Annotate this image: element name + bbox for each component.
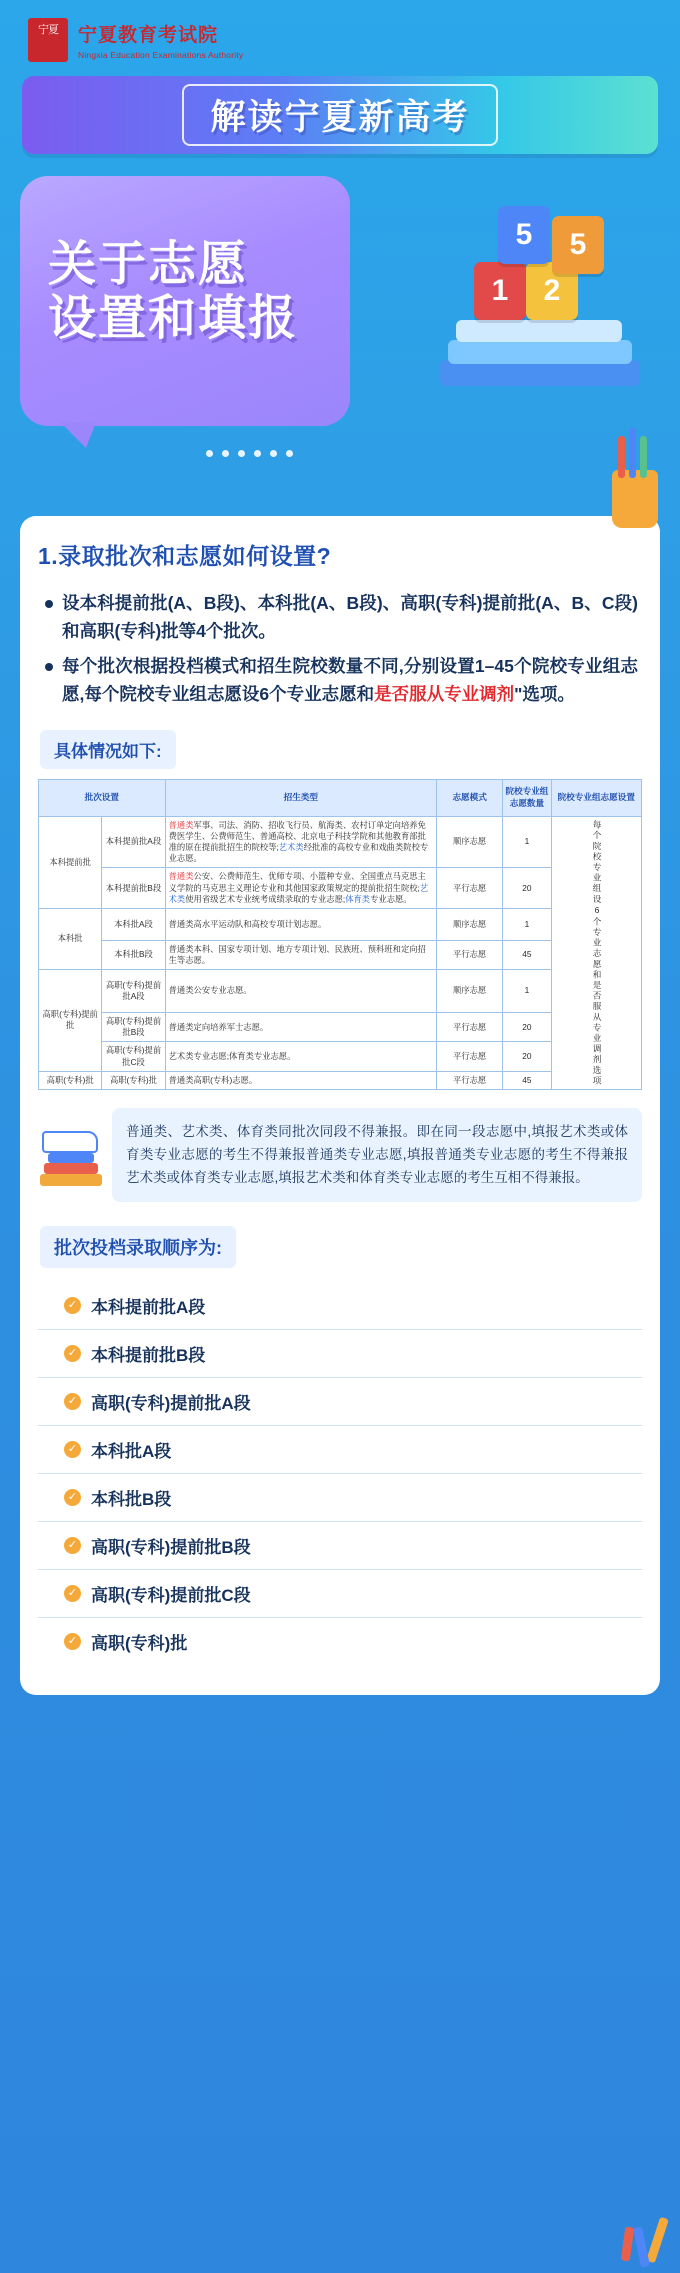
cell-type: 普通类军事、司法、消防、招收飞行员、航海类、农村订单定向培养免费医学生、公费师范生、普通高校、北京电子科技学院和其他教育部批准的原在提前批招生的院校等;艺术类经批准的高校专业和戏曲类院校专业志愿。 (165, 816, 436, 868)
th-mode: 志愿模式 (436, 780, 502, 816)
cell-count: 1 (503, 908, 551, 940)
book-middle-icon (448, 340, 632, 364)
check-icon: ✓ (64, 1585, 81, 1602)
order-item-label: 本科提前批B段 (91, 1345, 206, 1365)
cell-type: 普通类本科、国家专项计划、地方专项计划、民族班、预科班和定向招生等志愿。 (165, 940, 436, 969)
cell-type: 普通类公安、公费师范生、优师专项、小篮种专业、全国重点马克思主义学院的马克思主义理论专业和其他国家政策规定的提前批招生院校;艺术类使用省级艺术专业统考成绩录取的专业志愿;体育类专业志愿。 (165, 868, 436, 909)
cell-segment: 本科提前批A段 (102, 816, 165, 868)
hero-section (20, 168, 660, 498)
check-icon: ✓ (64, 1297, 81, 1314)
bullet-item-2-text: 每个批次根据投档模式和招生院校数量不同,分别设置1–45个院校专业组志愿,每个院校专业组志愿设6个专业志愿和 (62, 655, 638, 705)
order-item-label: 本科批A段 (91, 1441, 172, 1461)
order-list (38, 1282, 642, 1665)
banner-title: 解读宁夏新高考 (210, 98, 470, 137)
cell-type: 普通类高水平运动队和高校专项计划志愿。 (165, 908, 436, 940)
check-icon: ✓ (64, 1489, 81, 1506)
cell-count: 1 (503, 816, 551, 868)
order-list-item (38, 1618, 642, 1665)
order-list-item (38, 1570, 642, 1618)
note-books-icon (38, 1124, 104, 1186)
table-caption: 具体情况如下: (40, 730, 176, 769)
th-batch: 批次设置 (39, 780, 166, 816)
books-illustration (434, 202, 654, 392)
hero-title-line1: 关于志愿 (48, 238, 249, 291)
decorative-dots (206, 450, 293, 457)
th-group-setting: 院校专业组志愿设置 (551, 780, 641, 816)
order-list-item (38, 1378, 642, 1426)
cell-segment: 高职(专科)提前批C段 (102, 1042, 165, 1071)
pencil-decoration-icon (616, 2215, 670, 2269)
order-list-item (38, 1474, 642, 1522)
order-list-item (38, 1426, 642, 1474)
cell-batch: 本科批 (39, 908, 102, 969)
cell-batch: 高职(专科)批 (39, 1071, 102, 1089)
cell-mode: 顺序志愿 (436, 908, 502, 940)
order-list-item (38, 1522, 642, 1570)
cell-batch: 本科提前批 (39, 816, 102, 908)
content-card (20, 516, 660, 1695)
cell-count: 45 (503, 940, 551, 969)
batch-plan-table (38, 779, 642, 1090)
cell-segment: 高职(专科)提前批B段 (102, 1013, 165, 1042)
check-icon: ✓ (64, 1633, 81, 1650)
cell-segment: 高职(专科)批 (102, 1071, 165, 1089)
cell-mode: 顺序志愿 (436, 816, 502, 868)
th-count: 院校专业组志愿数量 (503, 780, 551, 816)
order-item-label: 高职(专科)提前批B段 (91, 1537, 251, 1557)
org-logo-icon: 宁夏 (28, 18, 68, 62)
cell-segment: 高职(专科)提前批A段 (102, 970, 165, 1013)
cell-mode: 平行志愿 (436, 940, 502, 969)
check-icon: ✓ (64, 1441, 81, 1458)
section-title: 1.录取批次和志愿如何设置? (38, 543, 332, 569)
order-item-label: 本科批B段 (91, 1489, 172, 1509)
note-block (38, 1108, 642, 1204)
check-icon: ✓ (64, 1393, 81, 1410)
block-cube-3: 5 (498, 206, 550, 264)
cell-segment: 本科批A段 (102, 908, 165, 940)
bullet-item-2-tail: "选项。 (514, 684, 575, 705)
table-row (39, 816, 642, 868)
check-icon: ✓ (64, 1345, 81, 1362)
check-icon: ✓ (64, 1537, 81, 1554)
block-cube-2: 2 (526, 262, 578, 320)
banner-frame (182, 84, 497, 146)
cell-count: 20 (503, 1042, 551, 1071)
order-item-label: 高职(专科)批 (91, 1633, 188, 1653)
pencil-cup-icon (612, 470, 658, 528)
cell-segment: 本科批B段 (102, 940, 165, 969)
order-list-item (38, 1330, 642, 1378)
cell-type: 艺术类专业志愿;体育类专业志愿。 (165, 1042, 436, 1071)
cell-count: 20 (503, 1013, 551, 1042)
note-text: 普通类、艺术类、体育类同批次同段不得兼报。即在同一段志愿中,填报艺术类或体育类专业志愿的考生不得兼报普通类专业志愿,填报普通类专业志愿的考生不得兼报艺术类或体育类专业志愿,填报艺术类和体育类专业志愿的考生互相不得兼报。 (112, 1108, 642, 1202)
bullet-item-2-highlight: 是否服从专业调剂 (374, 684, 515, 705)
cell-group-setting: 每个院校专业组设6个专业志愿和是否服从专业调剂选项 (551, 816, 641, 1089)
book-top-icon (456, 320, 622, 342)
order-item-label: 高职(专科)提前批A段 (91, 1393, 251, 1413)
cell-type: 普通类定向培养军士志愿。 (165, 1013, 436, 1042)
cell-mode: 平行志愿 (436, 868, 502, 909)
cell-type: 普通类公安专业志愿。 (165, 970, 436, 1013)
cell-count: 20 (503, 868, 551, 909)
cell-segment: 本科提前批B段 (102, 868, 165, 909)
table-header-row (39, 780, 642, 816)
order-item-label: 高职(专科)提前批C段 (91, 1585, 251, 1605)
banner (22, 76, 658, 154)
cell-mode: 顺序志愿 (436, 970, 502, 1013)
cell-type: 普通类高职(专科)志愿。 (165, 1071, 436, 1089)
cell-mode: 平行志愿 (436, 1042, 502, 1071)
org-name-en: Ningxia Education Examinations Authority (78, 50, 244, 60)
cell-batch: 高职(专科)提前批 (39, 970, 102, 1072)
cell-count: 45 (503, 1071, 551, 1089)
order-list-item (38, 1282, 642, 1330)
th-type: 招生类型 (165, 780, 436, 816)
order-title: 批次投档录取顺序为: (40, 1226, 236, 1268)
bullet-item-1: 设本科提前批(A、B段)、本科批(A、B段)、高职(专科)提前批(A、B、C段)和高职(专科)批等4个批次。 (42, 589, 638, 646)
table-body (39, 816, 642, 1089)
block-cube-1: 1 (474, 262, 526, 320)
hero-title (48, 238, 298, 346)
cell-mode: 平行志愿 (436, 1071, 502, 1089)
cell-mode: 平行志愿 (436, 1013, 502, 1042)
block-cube-4: 5 (552, 216, 604, 274)
organization-header (0, 0, 680, 70)
order-item-label: 本科提前批A段 (91, 1297, 206, 1317)
bullet-list (38, 589, 642, 708)
hero-title-line2: 设置和填报 (48, 291, 299, 345)
org-name-cn: 宁夏教育考试院 (78, 25, 219, 46)
cell-count: 1 (503, 970, 551, 1013)
bullet-item-2 (42, 652, 638, 709)
